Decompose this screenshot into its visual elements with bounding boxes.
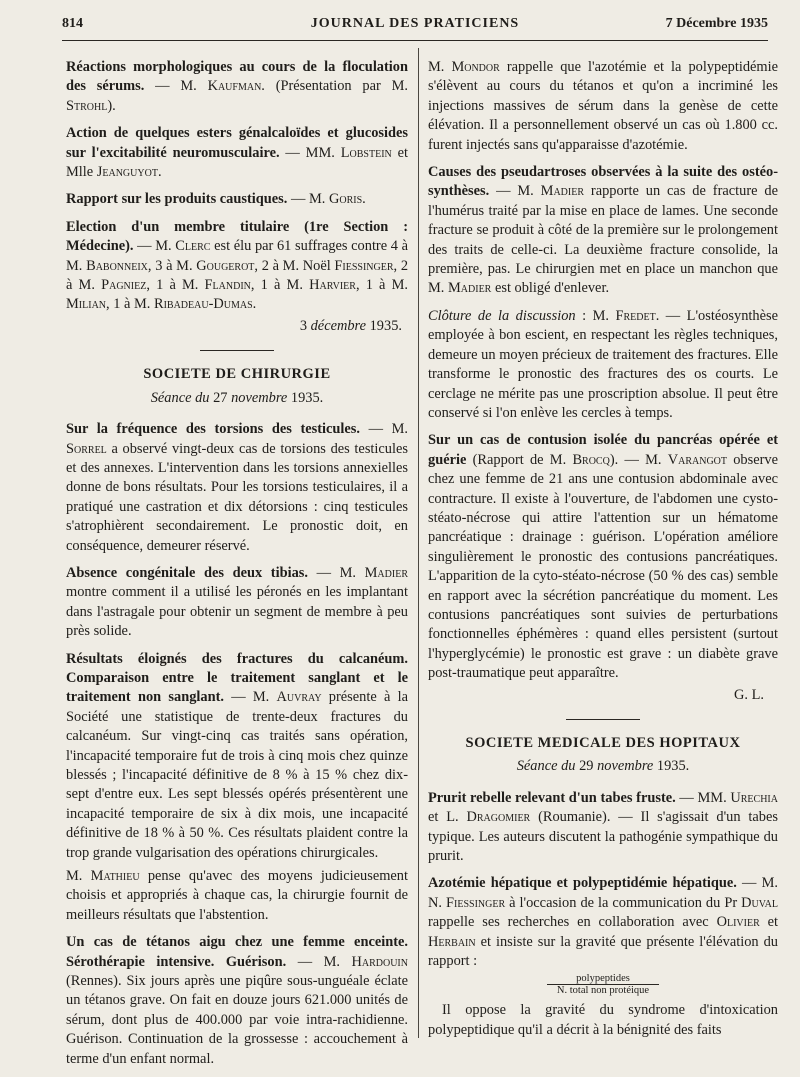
session-date: Séance du 29 novembre 1935.	[516, 758, 690, 775]
author-name: Mathieu	[90, 868, 140, 885]
author-name: Dragomier	[466, 809, 531, 826]
article-title: Sur la fréquence des torsions des testicules.	[66, 421, 360, 438]
dateline: 3 décembre 1935.	[299, 317, 402, 334]
article-title: Causes des pseudartroses observées à la suite des ostéo-synthèses.	[428, 164, 778, 200]
article-azotemie: Azotémie hépatique et polypeptidémie hépatique. — M. N. Fiessinger à l'occasion de la communication du Pr Duval rappelle ses recherches en collaboration avec Olivier et Herbain et insiste sur la gravité que présente l'élévation du rapport :	[428, 875, 779, 970]
article-pancreas: Sur un cas de contusion isolée du pancréas opérée et guérie (Rapport de M. Brocq). — M. Varangot observe chez une femme de 21 ans une contusion abdominale avec contracture. Il existe à l'ouverture, de l'abdomen une cysto-stéato-nécrose qui attire l'attention sur un hématome pancréatique : drainage : guérison. L'opération améliore singulièrement le pronostic des contusions pancréatiques. L'apparition de la cyto-stéato-nécrose (50 % des cas) semble en rapport avec la sécrétion pancréatique du moment. Les contusions pancréatiques sont suivies de perturbations fonctionnelles éphémères : quand elles persistent (surtout l'hyperglycémie) le pronostic est grave : un diabète grave post-traumatique peut apparaître.	[428, 432, 778, 682]
author-name: Strohl	[66, 97, 108, 114]
author-name: Urechia	[730, 789, 778, 806]
author-name: Madier	[364, 564, 408, 581]
author-name: Hardouin	[351, 953, 408, 970]
author-name: Fredet	[615, 307, 656, 324]
issue-date: 7 Décembre 1935	[665, 16, 768, 31]
article-calcaneum: Résultats éloignés des fractures du calcanéum. Comparaison entre le traitement sanglant et le traitement non sanglant. — M. Auvray présente à la Société une statistique de trente-deux fractures du calcanéum. Sur vingt-cinq cas traités sans opération, l'incapacité temporaire fut de trois à cinq mois chez quinze blessés ; l'incapacité définitive de 8 % à 15 % chez dix-sept d'entre eux. Les sept blessés opérés présentèrent une incapacité temporaire de six à dix mois, une incapacité définitive de 18 % à 50 %. Ces résultats plaident contre la trop grande vulgarisation des opérations chirurgicales.	[66, 650, 409, 861]
signature: G. L.	[734, 686, 764, 703]
session-date: Séance du 27 novembre 1935.	[150, 389, 324, 406]
article-title: Résultats éloignés des fractures du calcanéum. Comparaison entre le traitement sanglant et le traitement non sanglant.	[66, 650, 408, 706]
article-title: Absence congénitale des deux tibias.	[66, 564, 308, 581]
section-rule	[566, 719, 640, 720]
article-title: Action de quelques esters génalcaloïdes et glucosides sur l'excitabilité neuromusculaire.	[66, 125, 408, 161]
section-heading-chirurgie: SOCIETE DE CHIRURGIE	[143, 366, 331, 383]
author-name: Herbain	[428, 933, 476, 950]
column-divider	[418, 48, 419, 1038]
author-name: Madier	[448, 280, 492, 297]
section-rule	[200, 350, 274, 351]
article-pseudartroses: Causes des pseudartroses observées à la suite des ostéo-synthèses. — M. Madier rapporte un cas de fracture de l'humérus traité par la mise en place de lames. Une seconde fracture se produit à côté de la première sur le prolongement des traits de celle-ci. La deuxième fracture consolide, la première, pas. Le chirurgien met en place un manchon que M. Madier est obligé d'enlever.	[428, 164, 778, 297]
ratio-fraction	[428, 973, 778, 996]
article-caustiques: Rapport sur les produits caustiques. — M. Goris.	[66, 191, 366, 208]
author-name: Goris	[328, 191, 363, 208]
page-header	[62, 16, 768, 36]
author-name: Mondor	[451, 59, 500, 75]
author-name: Fiessinger	[446, 894, 506, 911]
fraction-denominator: N. total non protéique	[547, 984, 659, 996]
article-title: Prurit rebelle relevant d'un tabes fruste.	[428, 789, 676, 806]
article-calcaneum-reply: M. Mathieu pense qu'avec des moyens judicieusement choisis et appropriés à chaque cas, la chirurgie fournit de meilleurs résultats que l'abstention.	[66, 868, 408, 923]
author-name: Auvray	[276, 689, 322, 706]
author-name: Brocq	[572, 451, 610, 468]
article-title: Azotémie hépatique et polypeptidémie hépatique.	[428, 875, 737, 892]
article-tetanos: Un cas de tétanos aigu chez une femme enceinte. Sérothérapie intensive. Guérison. — M. Hardouin (Rennes). Six jours après une piqûre sous-unguéale éclate un tétanos grave. On fait en douze jours 621.000 unités de sérum, dont plus de 400.000 par voie intra-rachidienne. Guérison. Continuation de la grossesse : accouchement à terme d'un enfant normal.	[66, 934, 408, 1067]
page-number: 814	[62, 16, 83, 31]
article-floculation: Réactions morphologiques au cours de la floculation des sérums. — M. Kaufman. (Présentation par M. Strohl).	[66, 59, 409, 114]
article-azotemie-continued: Il oppose la gravité du syndrome d'intoxication polypeptidique qu'il a décrit à la bénignité des faits	[428, 1002, 778, 1038]
article-esters: Action de quelques esters génalcaloïdes et glucosides sur l'excitabilité neuromusculaire. — MM. Lobstein et Mlle Jeanguyot.	[66, 125, 408, 181]
author-name: Madier	[540, 183, 585, 200]
article-torsions: Sur la fréquence des torsions des testicules. — M. Sorrel a observé vingt-deux cas de torsions des testicules et des annexes. L'intervention dans les torsions annexielles donne de bons résultats. Pour les torsions testiculaires, il a pratiqué une castration et dix détorsions : cinq testicules s'atrophièrent secondairement. Le pronostic doit, en conséquence, demeurer réservé.	[66, 421, 408, 554]
article-title: Un cas de tétanos aigu chez une femme enceinte. Sérothérapie intensive. Guérison.	[66, 934, 408, 970]
article-election: Election d'un membre titulaire (1re Section : Médecine). — M. Clerc est élu par 61 suffrages contre 4 à M. Babonneix, 3 à M. Gougerot, 2 à M. Noël Fiessinger, 2 à M. Pagniez, 1 à M. Flandin, 1 à M. Harvier, 1 à M. Milian, 1 à M. Ribadeau-Dumas.	[66, 218, 409, 313]
article-prurit: Prurit rebelle relevant d'un tabes fruste. — MM. Urechia et L. Dragomier (Roumanie). — Il s'agissait d'un tabes typique. Les auteurs discutent la pathogénie sympathique du prurit.	[428, 789, 778, 865]
article-title: Réactions morphologiques au cours de la floculation des sérums.	[66, 59, 408, 95]
article-tibias: Absence congénitale des deux tibias. — M. Madier montre comment il a utilisé les péronés en les implantant dans l'astragale pour obtenir un segment de membre à peu près solide.	[66, 564, 408, 640]
article-title: Clôture de la discussion	[428, 307, 576, 324]
left-column	[66, 58, 408, 1077]
author-name: Olivier	[716, 914, 760, 931]
article-title: Election d'un membre titulaire (1re Section : Médecine).	[66, 218, 408, 255]
journal-title: JOURNAL DES PRATICIENS	[310, 16, 520, 31]
article-title: Rapport sur les produits caustiques.	[66, 191, 288, 208]
author-name: Jeanguyot	[96, 164, 158, 181]
section-heading-hopitaux: SOCIETE MEDICALE DES HOPITAUX	[465, 735, 741, 751]
article-mondor: M. Mondor rappelle que l'azotémie et la polypeptidémie s'élèvent au cours du tétanos et qu'on a incriminé les injections massives de sérum dans la genèse de cette élévation. Il a personnellement observé un cas où 1.800 cc. furent injectés sans qu'apparaisse d'azotémie.	[428, 59, 778, 153]
article-title: Sur un cas de contusion isolée du pancréas opérée et guérie	[428, 432, 778, 468]
author-name: Sorrel	[66, 440, 107, 457]
header-rule	[62, 40, 768, 41]
author-name: Varangot	[667, 451, 727, 468]
author-name: Lobstein	[340, 144, 392, 161]
article-cloture: Clôture de la discussion : M. Fredet. — L'ostéosynthèse employée à bon escient, en respectant les règles techniques, demeure un moyen précieux de traitement des fractures. Elle transforme le pronostic des fractures des os courts. Le cerclage ne mérite pas une proscription absolue. Il peut être conservé si l'on enlève les cercles à temps.	[428, 307, 778, 421]
author-name: Kaufman	[207, 78, 262, 95]
fraction-numerator: polypeptides	[576, 973, 630, 985]
right-column	[428, 58, 778, 1048]
author-name: Duval	[741, 894, 779, 911]
